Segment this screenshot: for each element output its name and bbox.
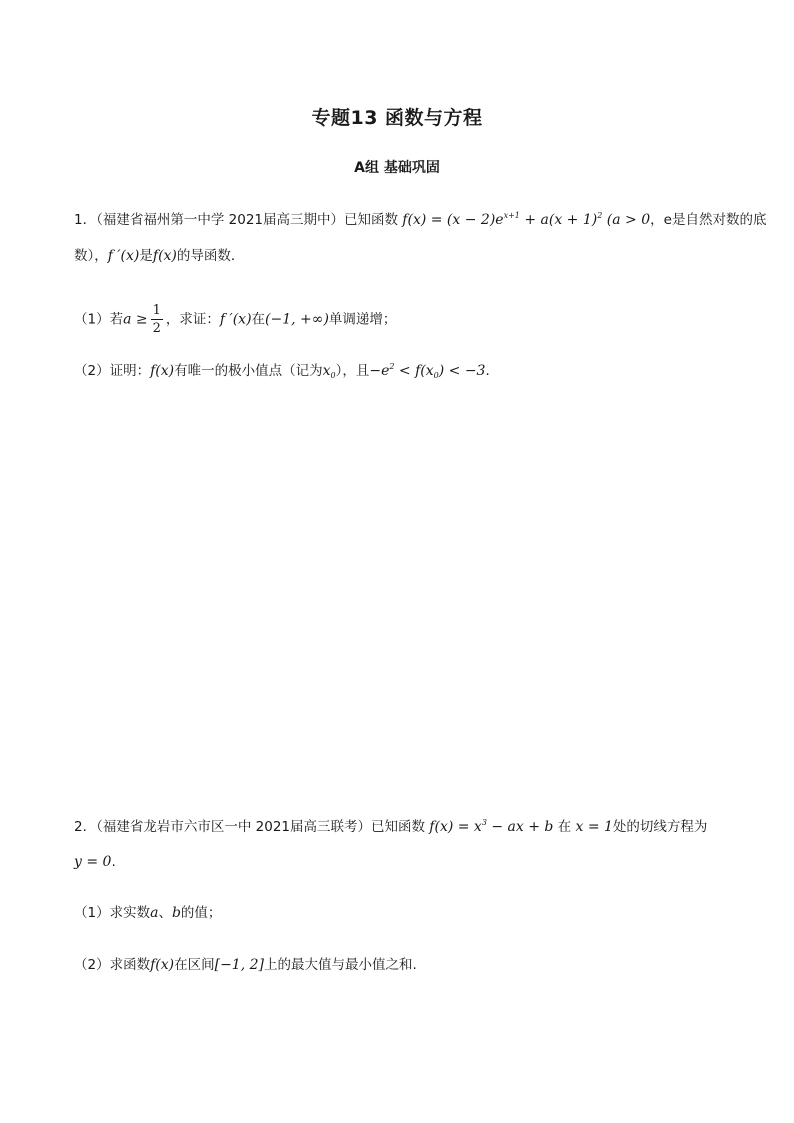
problem-2-stem-line-1: 2．（福建省龙岩市六市区一中 2021届高三联考）已知函数 $f(x) = x^3$ − ax + b 在 x = 1处的切线方程为 [74,818,708,835]
problem-1-function-definition: $f(x) = (x - 2)e^{x+1} + a(x + 1)^2$ (a > 0 [402,211,651,228]
problem-2-number: 2． [74,819,97,835]
problem-1-interval: (−1, +∞) [265,311,329,328]
problem-1-stem-line-1 [74,206,766,230]
problem-2-source: （福建省龙岩市六市区一中 2021届高三联考） [96,819,371,835]
problem-2-part-2: （2）求函数f(x)在区间[−1, 2]上的最大值与最小值之和. [74,957,417,973]
problem-1-part-2: （2）证明：f(x)有唯一的极小值点（记为$x_0$），且$-e^2 < f(x_0) < -3$． [74,362,499,380]
problem-2-interval: [−1, 2] [214,957,264,973]
problem-1-stem-after: ，e是自然对数的底 [650,212,767,228]
problem-2-part-1: （1）求实数a、b的值； [74,905,222,921]
problem-1-fprime: f ′(x) [107,248,140,264]
problem-2-function-definition: $f(x) = x^3$ − ax + b [429,818,554,835]
page-title: 专题13 函数与方程 [311,107,483,129]
problem-1-source: （福建省福州第一中学 2021届高三期中） [96,212,344,228]
problem-1-inequality: $-e^2 < f(x_0) < -3$ [369,362,486,380]
problem-1-fx: f(x) [152,248,177,264]
fraction-one-half: $\frac{1}{2}$ [152,303,161,336]
problem-1-part-1: （1）若a ≥ $\frac{1}{2}$ ，求证：f ′(x)在(−1, +∞)单调递增； [74,303,397,336]
problem-2-stem-line-2: y = 0. [74,854,116,870]
section-subtitle: A组 基础巩固 [354,160,440,176]
problem-2-tangent-line: y = 0 [74,854,112,870]
problem-1-intro: 已知函数 [344,212,398,228]
problem-1-number: 1． [74,212,97,228]
problem-1-stem-line-2: 数），f ′(x)是f(x)的导函数． [74,248,245,264]
